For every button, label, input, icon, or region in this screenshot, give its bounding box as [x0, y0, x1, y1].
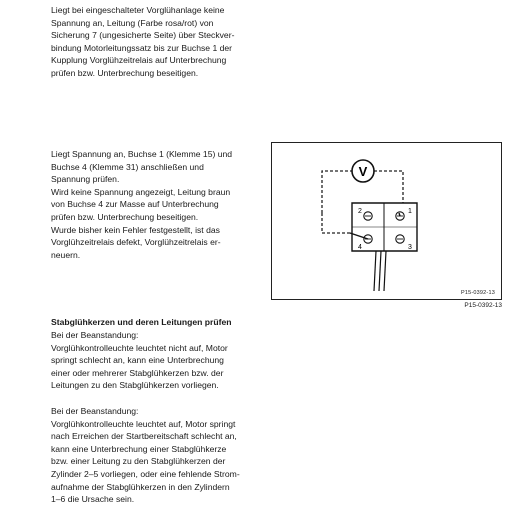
- pin-label-1: 1: [408, 208, 412, 215]
- paragraph-no-voltage: Liegt bei eingeschalteter Vorglühanlage keine Spannung an, Leitung (Farbe rosa/rot) von Sicherung 7 (ungesicherte Seite) über Steckver- bindung Motorleitungssatz bis zur Buchse 1 der Kupplung Vorglühzeitrelais auf Unterbrechung prüfen bzw. Unterbrechung beseitigen.: [51, 5, 235, 78]
- probe-tip-1: [399, 213, 400, 216]
- voltmeter-symbol: V: [358, 164, 368, 179]
- wiring-diagram: [271, 142, 502, 300]
- paragraph-voltage-present: Liegt Spannung an, Buchse 1 (Klemme 15) und Buchse 4 (Klemme 31) anschließen und Spannung prüfen. Wird keine Spannung angezeigt, Leitung braun von Buchse 4 zur Masse auf Unterbrechung prüfen bzw. Unterbrechung beseitigen. Wurde bisher kein Fehler festgestellt, ist das Vorglühzeitrelais defekt, Vorglühzeitrelais er- neuern.: [51, 149, 233, 260]
- pin-label-4: 4: [358, 244, 362, 251]
- cable-wire-1: [374, 251, 376, 291]
- socket-2: [364, 212, 372, 220]
- test-lead-left: [322, 171, 352, 213]
- section-title: Stabglühkerzen und deren Leitungen prüfen: [51, 317, 232, 327]
- figure-caption: P15-0392-13: [464, 302, 502, 309]
- voltmeter-connection-drawing: [272, 143, 503, 301]
- pin-label-2: 2: [358, 208, 362, 215]
- test-lead-left-lower: [322, 213, 350, 233]
- pin-label-3: 3: [408, 244, 412, 251]
- figure-code-inner: P15-0392-13: [460, 290, 495, 296]
- cable-wire-3: [384, 251, 386, 291]
- paragraph-complaint-1: Bei der Beanstandung: Vorglühkontrolleuchte leuchtet nicht auf, Motor springt schlecht an, kann eine Unterbrechung einer oder mehrerer Stabglühkerzen bzw. der Leitungen zu den Stabglühkerzen vorliegen.: [51, 330, 228, 391]
- paragraph-complaint-2: Bei der Beanstandung: Vorglühkontrolleuchte leuchtet auf, Motor springt nach Erreichen der Startbereitschaft schlecht an, kann eine Unterbrechung einer Stabglühkerze bzw. einer Leitung zu den Stabglühkerzen der Zylinder 2–5 vorliegen, oder eine fehlende Strom- aufnahme der Stabglühkerzen in den Zylindern 1–6 die Ursache sein.: [51, 406, 240, 505]
- socket-3: [396, 235, 404, 243]
- cable-wire-2: [379, 251, 381, 291]
